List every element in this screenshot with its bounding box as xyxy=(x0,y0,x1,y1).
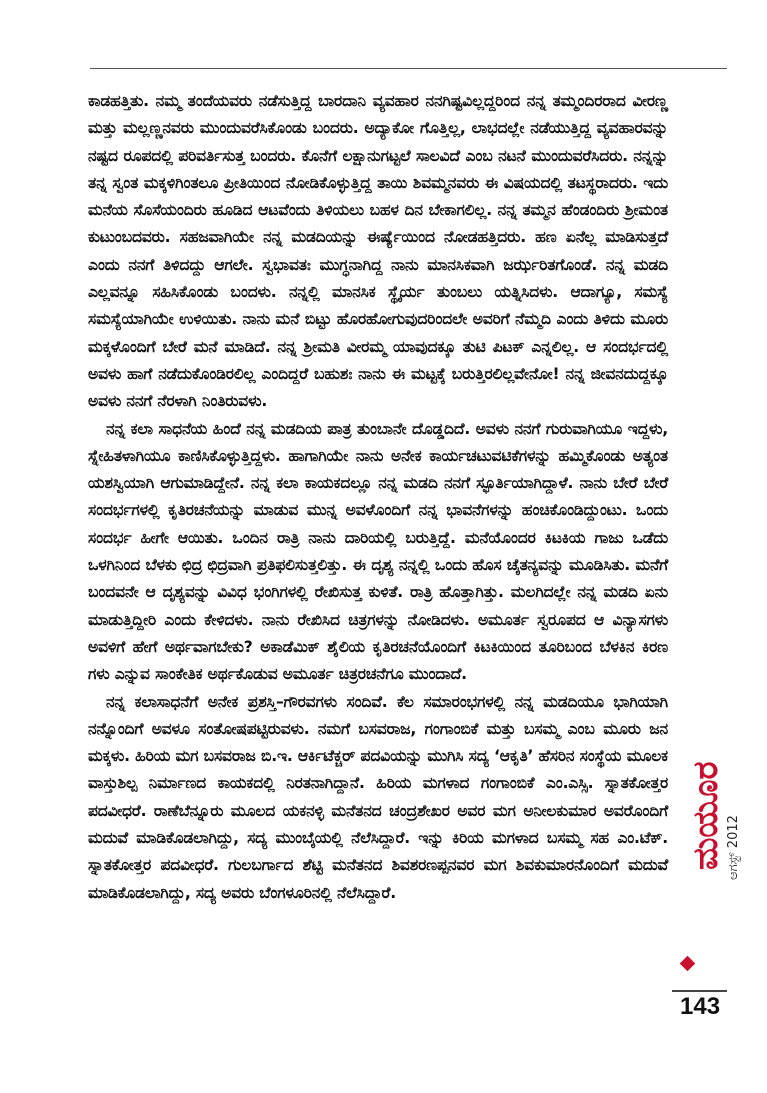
article-body xyxy=(88,88,668,907)
magazine-name: ಮಯೂರ xyxy=(686,761,726,870)
diamond-icon xyxy=(680,956,696,972)
paragraph-3: ನನ್ನ ಕಲಾಸಾಧನೆಗೆ ಅನೇಕ ಪ್ರಶಸ್ತಿ–ಗೌರವಗಳು ಸಂದಿವೆ. ಕೆಲ ಸಮಾರಂಭಗಳಲ್ಲಿ ನನ್ನ ಮಡದಿಯೂ ಭಾಗಿಯಾಗಿ ನನ್ನೊಂದಿಗೆ ಅವಳೂ ಸಂತೋಷಪಟ್ಟಿರುವಳು. ನಮಗೆ ಬಸವರಾಜ, ಗಂಗಾಂಬಿಕೆ ಮತ್ತು ಬಸಮ್ಮ ಎಂಬ ಮೂರು ಜನ ಮಕ್ಕಳು. ಹಿರಿಯ ಮಗ ಬಸವರಾಜ ಬಿ.ಇ. ಆರ್ಕಿಟೆಕ್ಚರ್ ಪದವಿಯನ್ನು ಮುಗಿಸಿ ಸದ್ಯ ‘ಆಕೃತಿ’ ಹೆಸರಿನ ಸಂಸ್ಥೆಯ ಮೂಲಕ ವಾಸ್ತುಶಿಲ್ಪ ನಿರ್ಮಾಣದ ಕಾಯಕದಲ್ಲಿ ನಿರತನಾಗಿದ್ದಾನೆ. ಹಿರಿಯ ಮಗಳಾದ ಗಂಗಾಂಬಿಕೆ ಎಂ.ಎಸ್ಸಿ. ಸ್ನಾತಕೋತ್ತರ ಪದವೀಧರೆ. ರಾಣೆಬೆನ್ನೂರು ಮೂಲದ ಯಕನಳ್ಳಿ ಮನೆತನದ ಚಂದ್ರಶೇಖರ ಅವರ ಮಗ ಅನೀಲಕುಮಾರ ಅವರೊಂದಿಗೆ ಮದುವೆ ಮಾಡಿಕೊಡಲಾಗಿದ್ದು, ಸದ್ಯ ಮುಂಬೈಯಲ್ಲಿ ನೆಲೆಸಿದ್ದಾರೆ. ಇನ್ನು ಕಿರಿಯ ಮಗಳಾದ ಬಸಮ್ಮ ಸಹ ಎಂ.ಟೆಕ್. ಸ್ನಾತಕೋತ್ತರ ಪದವೀಧರೆ. ಗುಲಬರ್ಗಾದ ಶೆಟ್ಟಿ ಮನೆತನದ ಶಿವಶರಣಪ್ಪನವರ ಮಗ ಶಿವಕುಮಾರನೊಂದಿಗೆ ಮದುವೆ ಮಾಡಿಕೊಡಲಾಗಿದ್ದು, ಸದ್ಯ ಅವರು ಬೆಂಗಳೂರಿನಲ್ಲಿ ನೆಲೆಸಿದ್ದಾರೆ. xyxy=(88,692,668,902)
paragraph-1: ಕಾಡಹತ್ತಿತು. ನಮ್ಮ ತಂದೆಯವರು ನಡೆಸುತ್ತಿದ್ದ ಬಾರದಾನಿ ವ್ಯವಹಾರ ನನಗಿಷ್ಟವಿಲ್ಲದ್ದರಿಂದ ನನ್ನ ತಮ್ಮಂದಿರರಾದ ವೀರಣ್ಣ ಮತ್ತು ಮಲ್ಲಣ್ಣನವರು ಮುಂದುವರೆಸಿಕೊಂಡು ಬಂದರು. ಅದ್ಯಾಕೋ ಗೊತ್ತಿಲ್ಲ, ಲಾಭದಲ್ಲೇ ನಡೆಯುತ್ತಿದ್ದ ವ್ಯವಹಾರವನ್ನು ನಷ್ಟದ ರೂಪದಲ್ಲಿ ಪರಿವರ್ತಿಸುತ್ತ ಬಂದರು. ಕೊನೆಗೆ ಲಕ್ಷಾನುಗಟ್ಟಲೆ ಸಾಲವಿದೆ ಎಂಬ ನಟನೆ ಮುಂದುವರೆಸಿದರು. ನನ್ನನ್ನು ತನ್ನ ಸ್ವಂತ ಮಕ್ಕಳಿಗಿಂತಲೂ ಪ್ರೀತಿಯಿಂದ ನೋಡಿಕೊಳ್ಳುತ್ತಿದ್ದ ತಾಯಿ ಶಿವಮ್ಮನವರು ಈ ವಿಷಯದಲ್ಲಿ ತಟಸ್ಥರಾದರು. ಇದು ಮನೆಯ ಸೊಸೆಯಂದಿರು ಹೂಡಿದ ಆಟವೆಂದು ತಿಳಿಯಲು ಬಹಳ ದಿನ ಬೇಕಾಗಲಿಲ್ಲ. ನನ್ನ ತಮ್ಮನ ಹೆಂಡಂದಿರು ಶ್ರೀಮಂತ ಕುಟುಂಬದವರು. ಸಹಜವಾಗಿಯೇ ನನ್ನ ಮಡದಿಯನ್ನು ಈರ್ಷ್ಯೆಯಿಂದ ನೋಡಹತ್ತಿದರು. ಹಣ ಏನೆಲ್ಲ ಮಾಡಿಸುತ್ತದೆ ಎಂದು ನನಗೆ ತಿಳಿದದ್ದು ಆಗಲೇ. ಸ್ವಭಾವತಃ ಮುಗ್ಧನಾಗಿದ್ದ ನಾನು ಮಾನಸಿಕವಾಗಿ ಜರ್ಝರಿತಗೊಂಡೆ. ನನ್ನ ಮಡದಿ ಎಲ್ಲವನ್ನೂ ಸಹಿಸಿಕೊಂಡು ಬಂದಳು. ನನ್ನಲ್ಲಿ ಮಾನಸಿಕ ಸ್ಥೈರ್ಯ ತುಂಬಲು ಯತ್ನಿಸಿದಳು. ಆದಾಗ್ಯೂ, ಸಮಸ್ಯೆ ಸಮಸ್ಯೆಯಾಗಿಯೇ ಉಳಿಯಿತು. ನಾನು ಮನೆ ಬಿಟ್ಟು ಹೊರಹೋಗುವುದರಿಂದಲೇ ಅವರಿಗೆ ನೆಮ್ಮದಿ ಎಂದು ತಿಳಿದು ಮೂರು ಮಕ್ಕಳೊಂದಿಗೆ ಬೇರೆ ಮನೆ ಮಾಡಿದೆ. ನನ್ನ ಶ್ರೀಮತಿ ವೀರಮ್ಮ ಯಾವುದಕ್ಕೂ ತುಟಿ ಪಿಟಕ್ ಎನ್ನಲಿಲ್ಲ. ಆ ಸಂದರ್ಭದಲ್ಲಿ ಅವಳು ಹಾಗೆ ನಡೆದುಕೊಂಡಿರಲಿಲ್ಲ ಎಂದಿದ್ದರೆ ಬಹುಶಃ ನಾನು ಈ ಮಟ್ಟಕ್ಕೆ ಬರುತ್ತಿರಲಿಲ್ಲವೇನೋ! ನನ್ನ ಜೀವನದುದ್ದಕ್ಕೂ ಅವಳು ನನಗೆ ನೆರಳಾಗಿ ನಿಂತಿರುವಳು. xyxy=(88,92,668,411)
top-rule xyxy=(90,68,727,69)
issue-date: ಆಗಸ್ಟ್ 2012 xyxy=(726,815,741,880)
page-number: 143 xyxy=(680,993,721,1020)
paragraph-2: ನನ್ನ ಕಲಾ ಸಾಧನೆಯ ಹಿಂದೆ ನನ್ನ ಮಡದಿಯ ಪಾತ್ರ ತುಂಬಾನೇ ದೊಡ್ಡದಿದೆ. ಅವಳು ನನಗೆ ಗುರುವಾಗಿಯೂ ಇದ್ದಳು, ಸ್ನೇಹಿತಳಾಗಿಯೂ ಕಾಣಿಸಿಕೊಳ್ಳುತ್ತಿದ್ದಳು. ಹಾಗಾಗಿಯೇ ನಾನು ಅನೇಕ ಕಾರ್ಯಚಟುವಟಿಕೆಗಳನ್ನು ಹಮ್ಮಿಕೊಂಡು ಅತ್ಯಂತ ಯಶಸ್ವಿಯಾಗಿ ಆಗುಮಾಡಿದ್ದೇನೆ. ನನ್ನ ಕಲಾ ಕಾಯಕದಲ್ಲೂ ನನ್ನ ಮಡದಿ ನನಗೆ ಸ್ಫೂರ್ತಿಯಾಗಿದ್ದಾಳೆ. ನಾನು ಬೇರೆ ಬೇರೆ ಸಂದರ್ಭಗಳಲ್ಲಿ ಕೃತಿರಚನೆಯನ್ನು ಮಾಡುವ ಮುನ್ನ ಅವಳೊಂದಿಗೆ ನನ್ನ ಭಾವನೆಗಳನ್ನು ಹಂಚಿಕೊಂಡಿದ್ದುಂಟು. ಒಂದು ಸಂದರ್ಭ ಹೀಗೇ ಆಯಿತು. ಒಂದಿನ ರಾತ್ರಿ ನಾನು ದಾರಿಯಲ್ಲಿ ಬರುತ್ತಿದ್ದೆ. ಮನೆಯೊಂದರ ಕಿಟಕಿಯ ಗಾಜು ಒಡೆದು ಒಳಗಿನಿಂದ ಬೆಳಕು ಛಿದ್ರ ಛಿದ್ರವಾಗಿ ಪ್ರತಿಫಲಿಸುತ್ತಲಿತ್ತು. ಈ ದೃಶ್ಯ ನನ್ನಲ್ಲಿ ಒಂದು ಹೊಸ ಚೈತನ್ಯವನ್ನು ಮೂಡಿಸಿತು. ಮನೆಗೆ ಬಂದವನೇ ಆ ದೃಶ್ಯವನ್ನು ವಿವಿಧ ಭಂಗಿಗಳಲ್ಲಿ ರೇಖಿಸುತ್ತ ಕುಳಿತೆ. ರಾತ್ರಿ ಹೊತ್ತಾಗಿತ್ತು. ಮಲಗಿದಲ್ಲೇ ನನ್ನ ಮಡದಿ ಏನು ಮಾಡುತ್ತಿದ್ದೀರಿ ಎಂದು ಕೇಳಿದಳು. ನಾನು ರೇಖಿಸಿದ ಚಿತ್ರಗಳನ್ನು ನೋಡಿದಳು. ಅಮೂರ್ತ ಸ್ವರೂಪದ ಆ ವಿನ್ಯಾಸಗಳು ಅವಳಿಗೆ ಹೇಗೆ ಅರ್ಥವಾಗಬೇಕು? ಅಕಾಡೆಮಿಕ್ ಶೈಲಿಯ ಕೃತಿರಚನೆಯೊಂದಿಗೆ ಕಿಟಕಿಯಿಂದ ತೂರಿಬಂದ ಬೆಳಕಿನ ಕಿರಣ ಗಳು ಎನ್ನುವ ಸಾಂಕೇತಿಕ ಅರ್ಥಕೊಡುವ ಅಮೂರ್ತ ಚಿತ್ರರಚನೆಗೂ ಮುಂದಾದೆ. xyxy=(88,419,668,684)
footer-rule xyxy=(672,990,727,992)
